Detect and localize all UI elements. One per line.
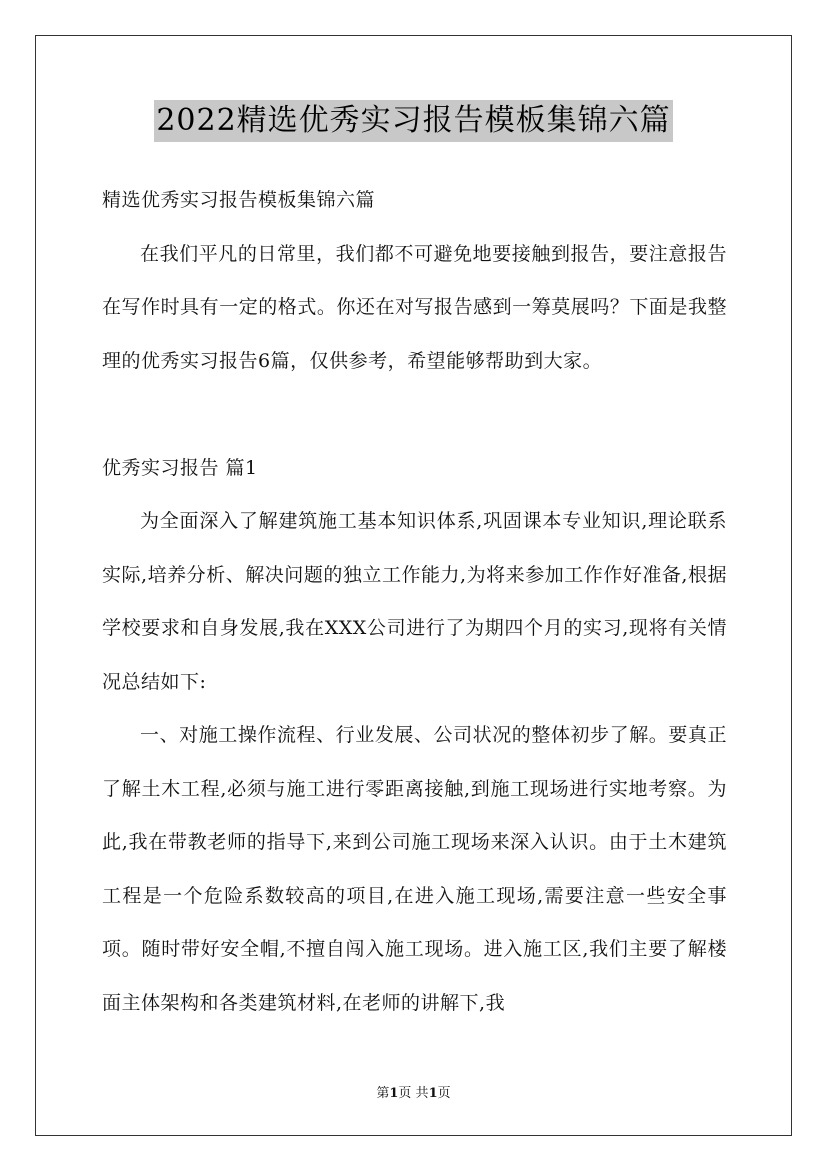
body-paragraph-2: 一、对施工操作流程、行业发展、公司状况的整体初步了解。要真正了解土木工程,必须与施工进行零距离接触,到施工现场进行实地考察。为此,我在带教老师的指导下,来到公司施工现场来深入认识。由于土木建筑工程是一个危险系数较高的项目,在进入施工现场,需要注意一些安全事项。随时带好安全帽,不擅自闯入施工现场。进入施工区,我们主要了解楼面主体架构和各类建筑材料,在老师的讲解下,我 <box>102 724 727 1014</box>
page-current: 1 <box>389 1086 399 1101</box>
section-heading: 优秀实习报告 篇1 <box>102 456 258 479</box>
body-paragraph-1: 为全面深入了解建筑施工基本知识体系,巩固课本专业知识,理论联系实际,培养分析、解决问题的独立工作能力,为将来参加工作作好准备,根据学校要求和自身发展,我在XXX公司进行了为期四个月的实习,现将有关情况总结如下: <box>102 510 727 693</box>
document-subtitle: 精选优秀实习报告模板集锦六篇 <box>102 189 376 211</box>
document-title: 2022精选优秀实习报告模板集锦六篇 <box>154 100 672 142</box>
page-total: 1 <box>428 1086 438 1101</box>
page-label-mid: 页 共 <box>398 1086 429 1101</box>
page-label-prefix: 第 <box>376 1086 390 1101</box>
paragraph-spacer <box>102 388 727 442</box>
document-body <box>102 174 727 1030</box>
page-label-suffix: 页 <box>437 1086 451 1101</box>
intro-paragraph: 在我们平凡的日常里，我们都不可避免地要接触到报告，要注意报告在写作时具有一定的格式。你还在对写报告感到一筹莫展吗？下面是我整理的优秀实习报告6篇，仅供参考，希望能够帮助到大家。 <box>102 242 727 372</box>
title-wrap <box>0 100 827 142</box>
page-footer <box>0 1082 827 1101</box>
